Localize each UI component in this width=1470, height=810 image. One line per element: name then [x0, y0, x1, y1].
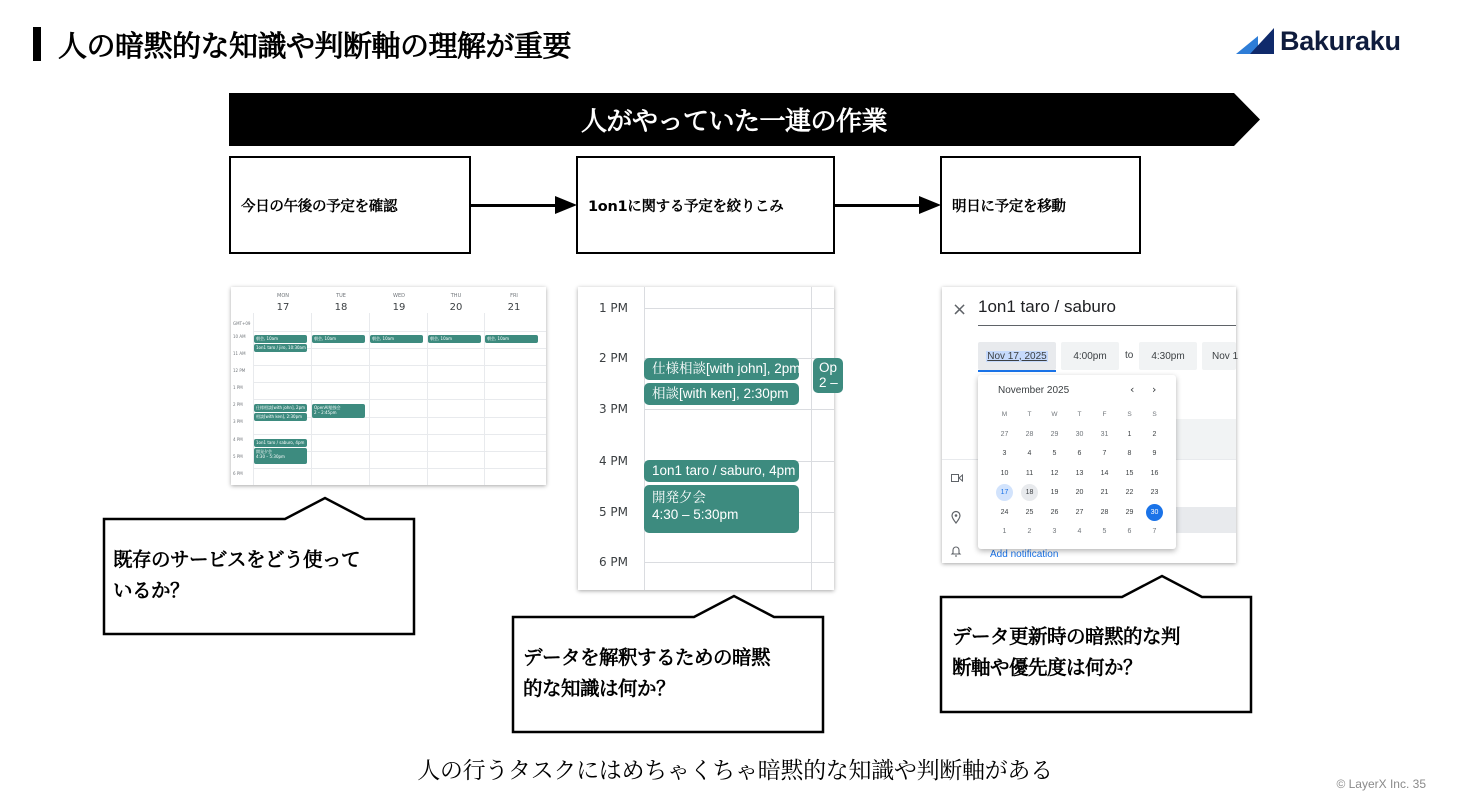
- close-icon[interactable]: ×: [952, 299, 968, 320]
- picker-day[interactable]: [1142, 464, 1167, 484]
- to-label: to: [1125, 350, 1134, 361]
- callout-left-text: [113, 544, 360, 606]
- grid-line: [253, 365, 546, 366]
- day-name: TUE: [336, 293, 346, 299]
- day-name: MON: [277, 293, 289, 299]
- callout-line: いるか？: [113, 579, 190, 602]
- picker-day[interactable]: [1092, 483, 1117, 503]
- picker-day-number: 13: [1075, 469, 1084, 477]
- calendar-event[interactable]: [254, 448, 307, 464]
- week-calendar-screenshot: [231, 287, 546, 485]
- day-name: WED: [393, 293, 405, 299]
- calendar-event[interactable]: 相談[with ken], 2:30pm: [254, 413, 307, 421]
- active-field-underline: [978, 370, 1056, 372]
- weekday-header: M: [1001, 411, 1008, 419]
- grid-line: [644, 562, 834, 563]
- zoomed-calendar-screenshot: [578, 287, 838, 590]
- grid-line: [644, 287, 645, 590]
- picker-day[interactable]: [1017, 444, 1042, 464]
- calendar-event[interactable]: [312, 404, 365, 418]
- step-filter-1on1: [576, 156, 835, 254]
- prev-month-button[interactable]: ‹: [1130, 383, 1135, 396]
- slide-title: 人の暗黙的な知識や判断軸の理解が重要: [58, 29, 572, 63]
- day-number: 19: [392, 302, 406, 313]
- picker-day-number: 15: [1125, 469, 1134, 477]
- picker-day-number: 3: [1002, 450, 1007, 458]
- event-title: Op: [819, 360, 838, 375]
- picker-day-number: 1: [1127, 430, 1132, 438]
- picker-day[interactable]: [1142, 503, 1167, 523]
- picker-day-number: 27: [1075, 508, 1084, 516]
- start-date-field[interactable]: [978, 342, 1056, 370]
- callout-line: 既存のサービスをどう使って: [113, 548, 361, 571]
- picker-day[interactable]: [1067, 425, 1092, 445]
- step-check-schedule: [229, 156, 471, 254]
- callout-line: データ更新時の暗黙的な判: [952, 625, 1181, 648]
- step-label: 今日の午後の予定を確認: [241, 198, 398, 215]
- picker-day-number: 31: [1100, 430, 1109, 438]
- weekday-header: T: [1027, 411, 1032, 419]
- start-time-field[interactable]: 4:00pm: [1061, 342, 1119, 370]
- weekday-header: S: [1127, 411, 1132, 419]
- time-label: 4 PM: [598, 454, 628, 468]
- bakuraku-logo-icon: [1236, 28, 1276, 54]
- step-label: 明日に予定を移動: [952, 198, 1066, 215]
- event-editor-screenshot: [942, 287, 1239, 563]
- picker-day-number: 2: [1152, 430, 1157, 438]
- calendar-event[interactable]: 朝会, 10am: [428, 335, 481, 343]
- picker-day[interactable]: [1142, 522, 1167, 542]
- picker-day-number: 6: [1127, 528, 1132, 536]
- time-label: 3 PM: [233, 419, 243, 424]
- picker-day[interactable]: [1117, 464, 1142, 484]
- picker-day[interactable]: [1092, 464, 1117, 484]
- calendar-event[interactable]: 相談[with ken], 2:30pm: [644, 383, 799, 405]
- picker-day-number: 28: [1025, 430, 1034, 438]
- picker-day[interactable]: [1042, 503, 1067, 523]
- title-underline: [978, 325, 1236, 326]
- picker-day-number: 29: [1125, 508, 1134, 516]
- picker-day-number: 10: [1000, 469, 1009, 477]
- picker-day[interactable]: [1042, 425, 1067, 445]
- picker-day-number: 6: [1077, 450, 1082, 458]
- picker-day-number: 26: [1050, 508, 1059, 516]
- weekday-header: S: [1152, 411, 1157, 419]
- picker-day-number: 8: [1127, 450, 1132, 458]
- picker-day[interactable]: [1042, 464, 1067, 484]
- day-number: 17: [276, 302, 290, 313]
- picker-day-number: 19: [1050, 489, 1059, 497]
- time-label: 6 PM: [233, 471, 243, 476]
- step-move-tomorrow: [940, 156, 1141, 254]
- picker-day-number: 28: [1100, 508, 1109, 516]
- picker-day[interactable]: [1017, 522, 1042, 542]
- step-label: 1on1に関する予定を絞りこみ: [588, 198, 784, 215]
- picker-day-number: 30: [1146, 504, 1163, 521]
- picker-day[interactable]: [1067, 464, 1092, 484]
- callout-middle-text: [523, 642, 770, 704]
- picker-day-number: 2: [1027, 528, 1032, 536]
- picker-month: November 2025: [998, 385, 1070, 396]
- time-label: 11 AM: [233, 351, 246, 356]
- grid-line: [253, 331, 546, 332]
- time-label: 12 PM: [233, 368, 246, 373]
- time-label: 6 PM: [598, 555, 628, 569]
- picker-day[interactable]: [1042, 444, 1067, 464]
- calendar-event[interactable]: 1on1 taro / saburo, 4pm: [644, 460, 799, 482]
- callout-right-text: [952, 621, 1180, 683]
- bakuraku-logo: [1236, 24, 1401, 58]
- grid-line: [253, 434, 546, 435]
- picker-day[interactable]: [1117, 522, 1142, 542]
- connector-1: [471, 204, 561, 207]
- grid-line: [644, 308, 834, 309]
- grid-line: [811, 287, 812, 590]
- calendar-event[interactable]: 朝会, 10am: [485, 335, 538, 343]
- picker-day[interactable]: [1092, 522, 1117, 542]
- picker-day[interactable]: [1017, 483, 1042, 503]
- picker-day[interactable]: [1117, 503, 1142, 523]
- end-date-field[interactable]: Nov 1: [1202, 342, 1236, 370]
- picker-day-number: 5: [1102, 528, 1107, 536]
- calendar-event[interactable]: 朝会, 10am: [370, 335, 423, 343]
- picker-day[interactable]: [1117, 425, 1142, 445]
- picker-day-number: 9: [1152, 450, 1157, 458]
- picker-day[interactable]: [1142, 425, 1167, 445]
- next-month-button[interactable]: ›: [1152, 383, 1157, 396]
- start-date-value: Nov 17, 2025: [987, 350, 1047, 362]
- event-time: 4:30 – 5:30pm: [256, 454, 285, 459]
- time-label: 1 PM: [233, 385, 243, 390]
- picker-day[interactable]: [1142, 444, 1167, 464]
- picker-day-number: 24: [1000, 508, 1009, 516]
- arrowhead-2: [919, 196, 941, 214]
- picker-day[interactable]: [1092, 444, 1117, 464]
- time-label: 5 PM: [233, 454, 243, 459]
- picker-day[interactable]: [1067, 444, 1092, 464]
- time-label: 3 PM: [598, 402, 628, 416]
- calendar-event[interactable]: 朝会, 10am: [312, 335, 365, 343]
- grid-line: [253, 382, 546, 383]
- picker-day-number: 21: [1100, 489, 1109, 497]
- picker-day[interactable]: [1117, 483, 1142, 503]
- day-number: 21: [507, 302, 521, 313]
- logo-text: Bakuraku: [1280, 25, 1401, 56]
- date-picker-popup: [978, 375, 1176, 549]
- picker-day-number: 27: [1000, 430, 1009, 438]
- weekday-header: F: [1102, 411, 1107, 419]
- time-label: 4 PM: [233, 437, 243, 442]
- picker-day-number: 23: [1150, 489, 1159, 497]
- event-title: 開発夕会: [256, 449, 272, 454]
- picker-day-grid: [992, 405, 1167, 542]
- picker-day[interactable]: [1017, 464, 1042, 484]
- picker-day-number: 3: [1052, 528, 1057, 536]
- bell-icon[interactable]: [951, 545, 961, 560]
- location-icon[interactable]: [951, 511, 961, 527]
- event-title: OpenAI勉強会: [314, 405, 341, 410]
- picker-day[interactable]: [992, 522, 1017, 542]
- picker-day[interactable]: [1067, 503, 1092, 523]
- picker-day-number: 4: [1077, 528, 1082, 536]
- time-label: 5 PM: [598, 505, 628, 519]
- grid-line: [253, 468, 546, 469]
- picker-day-number: 12: [1050, 469, 1059, 477]
- grid-line: [253, 399, 546, 400]
- picker-day-number: 17: [996, 484, 1013, 501]
- day-number: 20: [449, 302, 463, 313]
- picker-day-number: 4: [1027, 450, 1032, 458]
- title-accent-bar: [33, 27, 41, 61]
- day-number: 18: [334, 302, 348, 313]
- calendar-event[interactable]: [644, 485, 799, 533]
- picker-day-number: 11: [1025, 469, 1034, 477]
- picker-day-number: 29: [1050, 430, 1059, 438]
- callout-line: データを解釈するための暗黙: [523, 646, 771, 669]
- picker-day-number: 1: [1002, 528, 1007, 536]
- calendar-event[interactable]: 1on1 taro / jiro, 10:30am: [256, 345, 306, 350]
- picker-day-number: 7: [1102, 450, 1107, 458]
- picker-day[interactable]: [1042, 483, 1067, 503]
- picker-day[interactable]: [1117, 444, 1142, 464]
- picker-day-number: 18: [1021, 484, 1038, 501]
- event-time: 4:30 – 5:30pm: [652, 507, 739, 522]
- event-title: 開発夕会: [652, 490, 706, 505]
- connector-2: [835, 204, 925, 207]
- picker-day-number: 22: [1125, 489, 1134, 497]
- day-name: FRI: [510, 293, 518, 299]
- copyright-page-number: © LayerX Inc. 35: [1336, 777, 1426, 791]
- picker-day-number: 30: [1075, 430, 1084, 438]
- picker-day-number: 20: [1075, 489, 1084, 497]
- picker-day[interactable]: [1142, 483, 1167, 503]
- picker-day[interactable]: [1067, 522, 1092, 542]
- add-notification-link[interactable]: Add notification: [990, 549, 1059, 560]
- event-time: 2 – 2:45pm: [314, 410, 337, 415]
- picker-day-number: 5: [1052, 450, 1057, 458]
- event-title-input[interactable]: 1on1 taro / saburo: [978, 297, 1116, 316]
- picker-day-number: 25: [1025, 508, 1034, 516]
- day-name: THU: [450, 293, 462, 299]
- calendar-event[interactable]: 朝会, 10am: [254, 335, 307, 343]
- picker-day[interactable]: [1092, 503, 1117, 523]
- time-label: 10 AM: [233, 334, 246, 339]
- picker-day[interactable]: [992, 444, 1017, 464]
- time-label: 2 PM: [598, 351, 628, 365]
- time-label: 1 PM: [598, 301, 628, 315]
- arrowhead-1: [555, 196, 577, 214]
- picker-day[interactable]: [992, 425, 1017, 445]
- calendar-event[interactable]: 仕様相談[with john], 2pm: [644, 358, 799, 380]
- picker-day-number: 14: [1100, 469, 1109, 477]
- picker-day[interactable]: [1092, 425, 1117, 445]
- picker-day[interactable]: [1017, 503, 1042, 523]
- picker-day[interactable]: [992, 483, 1017, 503]
- picker-day-number: 7: [1152, 528, 1157, 536]
- picker-day[interactable]: [992, 464, 1017, 484]
- grid-line: [644, 409, 834, 410]
- end-time-field[interactable]: 4:30pm: [1139, 342, 1197, 370]
- calendar-event[interactable]: [813, 358, 843, 393]
- process-title: 人がやっていた一連の作業: [580, 107, 887, 137]
- event-time: 2 –: [819, 375, 838, 390]
- picker-day-number: 16: [1150, 469, 1159, 477]
- time-label: 2 PM: [233, 402, 243, 407]
- video-icon[interactable]: [951, 472, 963, 486]
- timezone-label: GMT+09: [233, 321, 251, 326]
- picker-day[interactable]: [1067, 483, 1092, 503]
- callout-line: 断軸や優先度は何か？: [952, 656, 1143, 679]
- picker-day[interactable]: [1017, 425, 1042, 445]
- calendar-event[interactable]: 1on1 taro / saburo, 4pm: [254, 439, 307, 447]
- picker-day[interactable]: [1042, 522, 1067, 542]
- picker-day[interactable]: [992, 503, 1017, 523]
- weekday-header: W: [1051, 411, 1058, 419]
- callout-line: 的な知識は何か？: [523, 677, 676, 700]
- weekday-header: T: [1077, 411, 1082, 419]
- calendar-event[interactable]: 仕様相談[with john], 2pm: [256, 405, 306, 410]
- footer-message: 人の行うタスクにはめちゃくちゃ暗黙的な知識や判断軸がある: [417, 758, 1053, 784]
